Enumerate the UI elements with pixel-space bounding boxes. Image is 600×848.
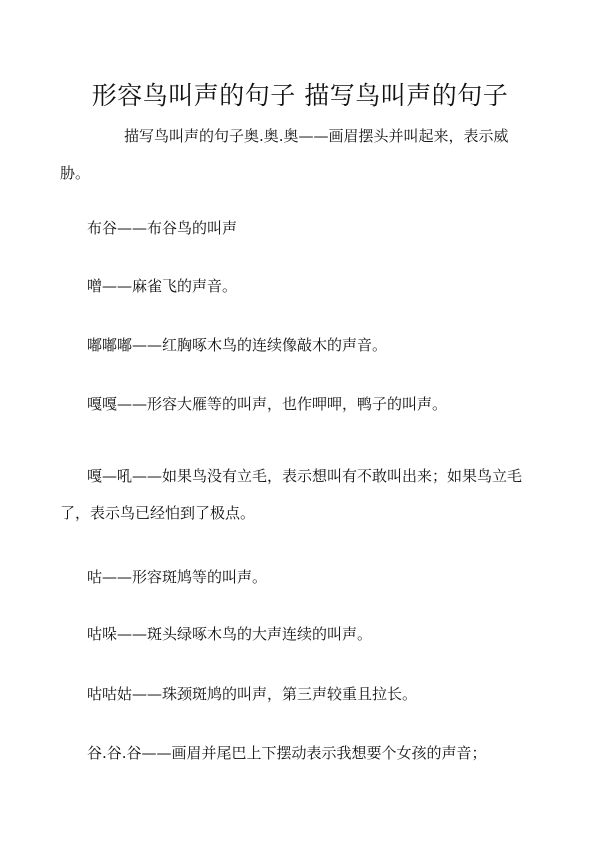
paragraph: 噌——麻雀飞的声音。 xyxy=(87,277,238,295)
paragraph: 谷.谷.谷——画眉并尾巴上下摆动表示我想要个女孩的声音； xyxy=(87,744,487,762)
paragraph: 咕哚——斑头绿啄木鸟的大声连续的叫声。 xyxy=(87,625,373,643)
paragraph: 嘎嘎——形容大雁等的叫声，也作呷呷，鸭子的叫声。 xyxy=(87,395,448,413)
intro-paragraph: 描写鸟叫声的句子奥.奥.奥——画眉摆头并叫起来，表示威胁。 xyxy=(60,127,509,182)
paragraph: 布谷——布谷鸟的叫声 xyxy=(87,219,238,237)
paragraph: 咕咕姑——珠颈斑鸠的叫声，第三声较重且拉长。 xyxy=(87,685,418,703)
paragraph: 咕——形容斑鸠等的叫声。 xyxy=(87,568,268,586)
document-title: 形容鸟叫声的句子 描写鸟叫声的句子 xyxy=(91,81,509,110)
paragraph: 嘎—吼——如果鸟没有立毛，表示想叫有不敢叫出来；如果鸟立毛了，表示鸟已经怕到了极点。 xyxy=(60,467,523,522)
paragraph: 嘟嘟嘟——红胸啄木鸟的连续像敲木的声音。 xyxy=(87,336,388,354)
